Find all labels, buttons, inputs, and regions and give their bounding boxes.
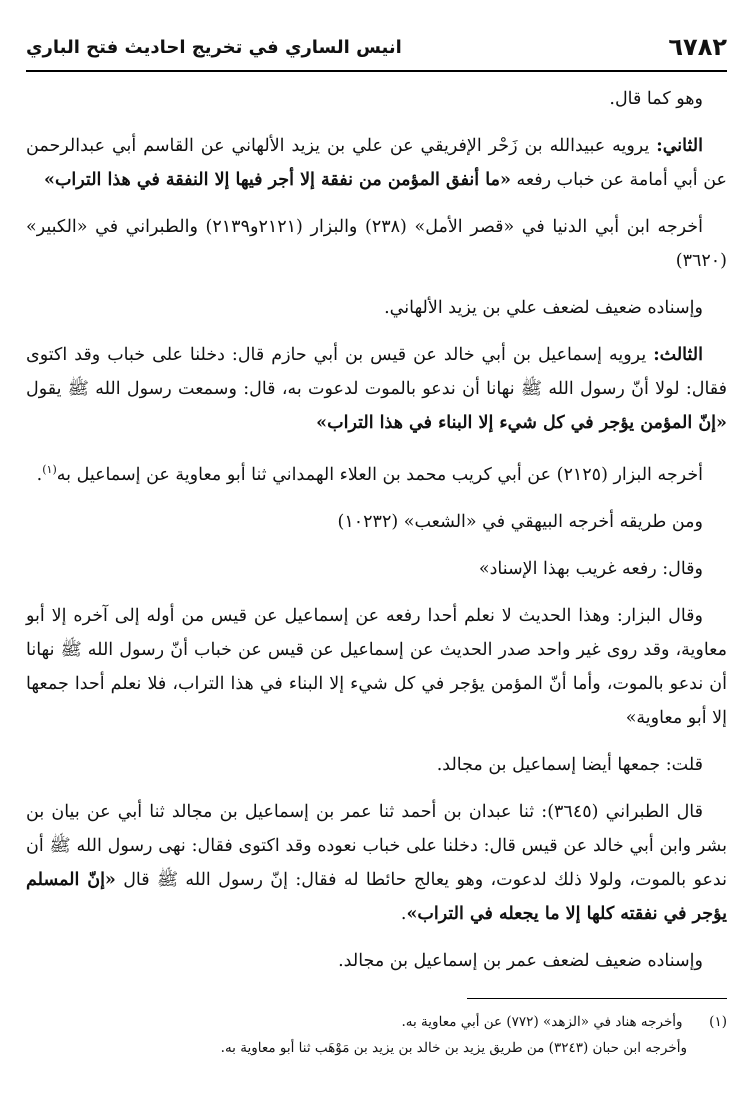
paragraph-text: يرويه إسماعيل بن أبي خالد عن قيس بن أبي حازم قال: دخلنا على خباب وقد اكتوى فقال: لولا أنّ رسول الله ﷺ نهانا أن ندعو بالموت لدعوت به، قال: وسمعت رسول الله ﷺ يقول [26,345,727,399]
paragraph-takhrij-1 [26,210,727,278]
paragraph-takhrij-2 [26,453,727,492]
hadith-quote: «ما أنفق المؤمن من نفقة إلا أجر فيها إلا النفقة في هذا التراب» [44,170,511,190]
paragraph-text: قال الطبراني (٣٦٤٥): ثنا عبدان بن أحمد ثنا عمر بن إسماعيل بن مجالد ثنا أبي عن بيان بن بشر وابن أبي خالد عن قيس قال: دخلنا على خباب نعوده وقد اكتوى فقال: نهى رسول الله ﷺ أن ندعو بالموت، ولولا ذلك لدعوت، وهو يعالج حائطا له فقال: إنّ رسول الله ﷺ قال [26,801,727,890]
paragraph-text: قلت: جمعها أيضا إسماعيل بن مجالد. [436,754,703,775]
paragraph-text: وقال: رفعه غريب بهذا الإسناد» [478,558,703,579]
footnote-divider [467,998,727,999]
paragraph-isnad-2 [26,944,727,978]
paragraph-bazzar-comment [26,599,727,735]
paragraph-second-narration [26,129,727,197]
paragraph-text: وإسناده ضعيف لضعف عمر بن إسماعيل بن مجالد. [338,950,703,971]
hadith-quote: «إنّ المؤمن يؤجر في كل شيء إلا البناء في هذا التراب» [316,413,727,433]
footnote-1-continued [26,1036,727,1060]
paragraph-text: يرويه عبيدالله بن زَحْر الإفريقي عن علي بن يزيد الألهاني عن القاسم أبي عبدالرحمن عن أبي أمامة عن خباب رفعه [26,136,727,190]
section-label: الثالث: [653,345,703,365]
paragraph-end: . [400,903,407,924]
page-body [26,82,727,991]
hadith-quote: «إنّ المسلم يؤجر في نفقته كلها إلا ما يجعله في التراب» [26,869,727,924]
paragraph-bayhaqi [26,505,727,539]
paragraph-text: وقال البزار: وهذا الحديث لا نعلم أحدا رفعه عن إسماعيل عن قيس من أوله إلى آخره إلا أبو معاوية، وقد روى غير واحد صدر الحديث عن إسماعيل عن قيس عن خباب أنّ رسول الله ﷺ نهانا أن ندعو بالموت، وأما أنّ المؤمن يؤجر في كل شيء إلا البناء في هذا التراب، فلا نعلم أحدا جمعها إلا أبو معاوية» [26,605,727,728]
paragraph-end: . [36,464,43,485]
footnote-text: وأخرجه ابن حبان (٣٢٤٣) من طريق يزيد بن خالد بن يزيد بن مَوْهَب ثنا أبو معاوية به. [220,1040,687,1056]
paragraph-isnad-1 [26,291,727,325]
footnote-1 [26,1010,727,1034]
paragraph-bayhaqi-comment [26,552,727,586]
paragraph-tabarani [26,795,727,931]
paragraph-text: وهو كما قال. [609,89,703,109]
footnote-marker: (١) [42,463,57,476]
page-header [26,24,727,72]
paragraph-author-note [26,748,727,782]
paragraph-text: أخرجه البزار (٢١٢٥) عن أبي كريب محمد بن العلاء الهمداني ثنا أبو معاوية عن إسماعيل به [56,464,703,485]
paragraph-1 [26,82,727,116]
footnote-text: وأخرجه هناد في «الزهد» (٧٧٢) عن أبي معاوية به. [401,1014,683,1030]
footnote-number: (١) [709,1014,727,1030]
page-number: ٦٧٨٢ [668,33,727,61]
paragraph-text: أخرجه ابن أبي الدنيا في «قصر الأمل» (٢٣٨) والبزار (٢١٢١و٢١٣٩) والطبراني في «الكبير» (٣٦٢٠) [26,217,727,271]
paragraph-third-narration [26,338,727,440]
paragraph-text: وإسناده ضعيف لضعف علي بن يزيد الألهاني. [384,298,703,318]
paragraph-text: ومن طريقه أخرجه البيهقي في «الشعب» (١٠٢٣٢) [337,511,703,532]
section-label: الثاني: [656,136,703,156]
book-title: انيس الساري في تخريج احاديث فتح الباري [26,36,402,58]
